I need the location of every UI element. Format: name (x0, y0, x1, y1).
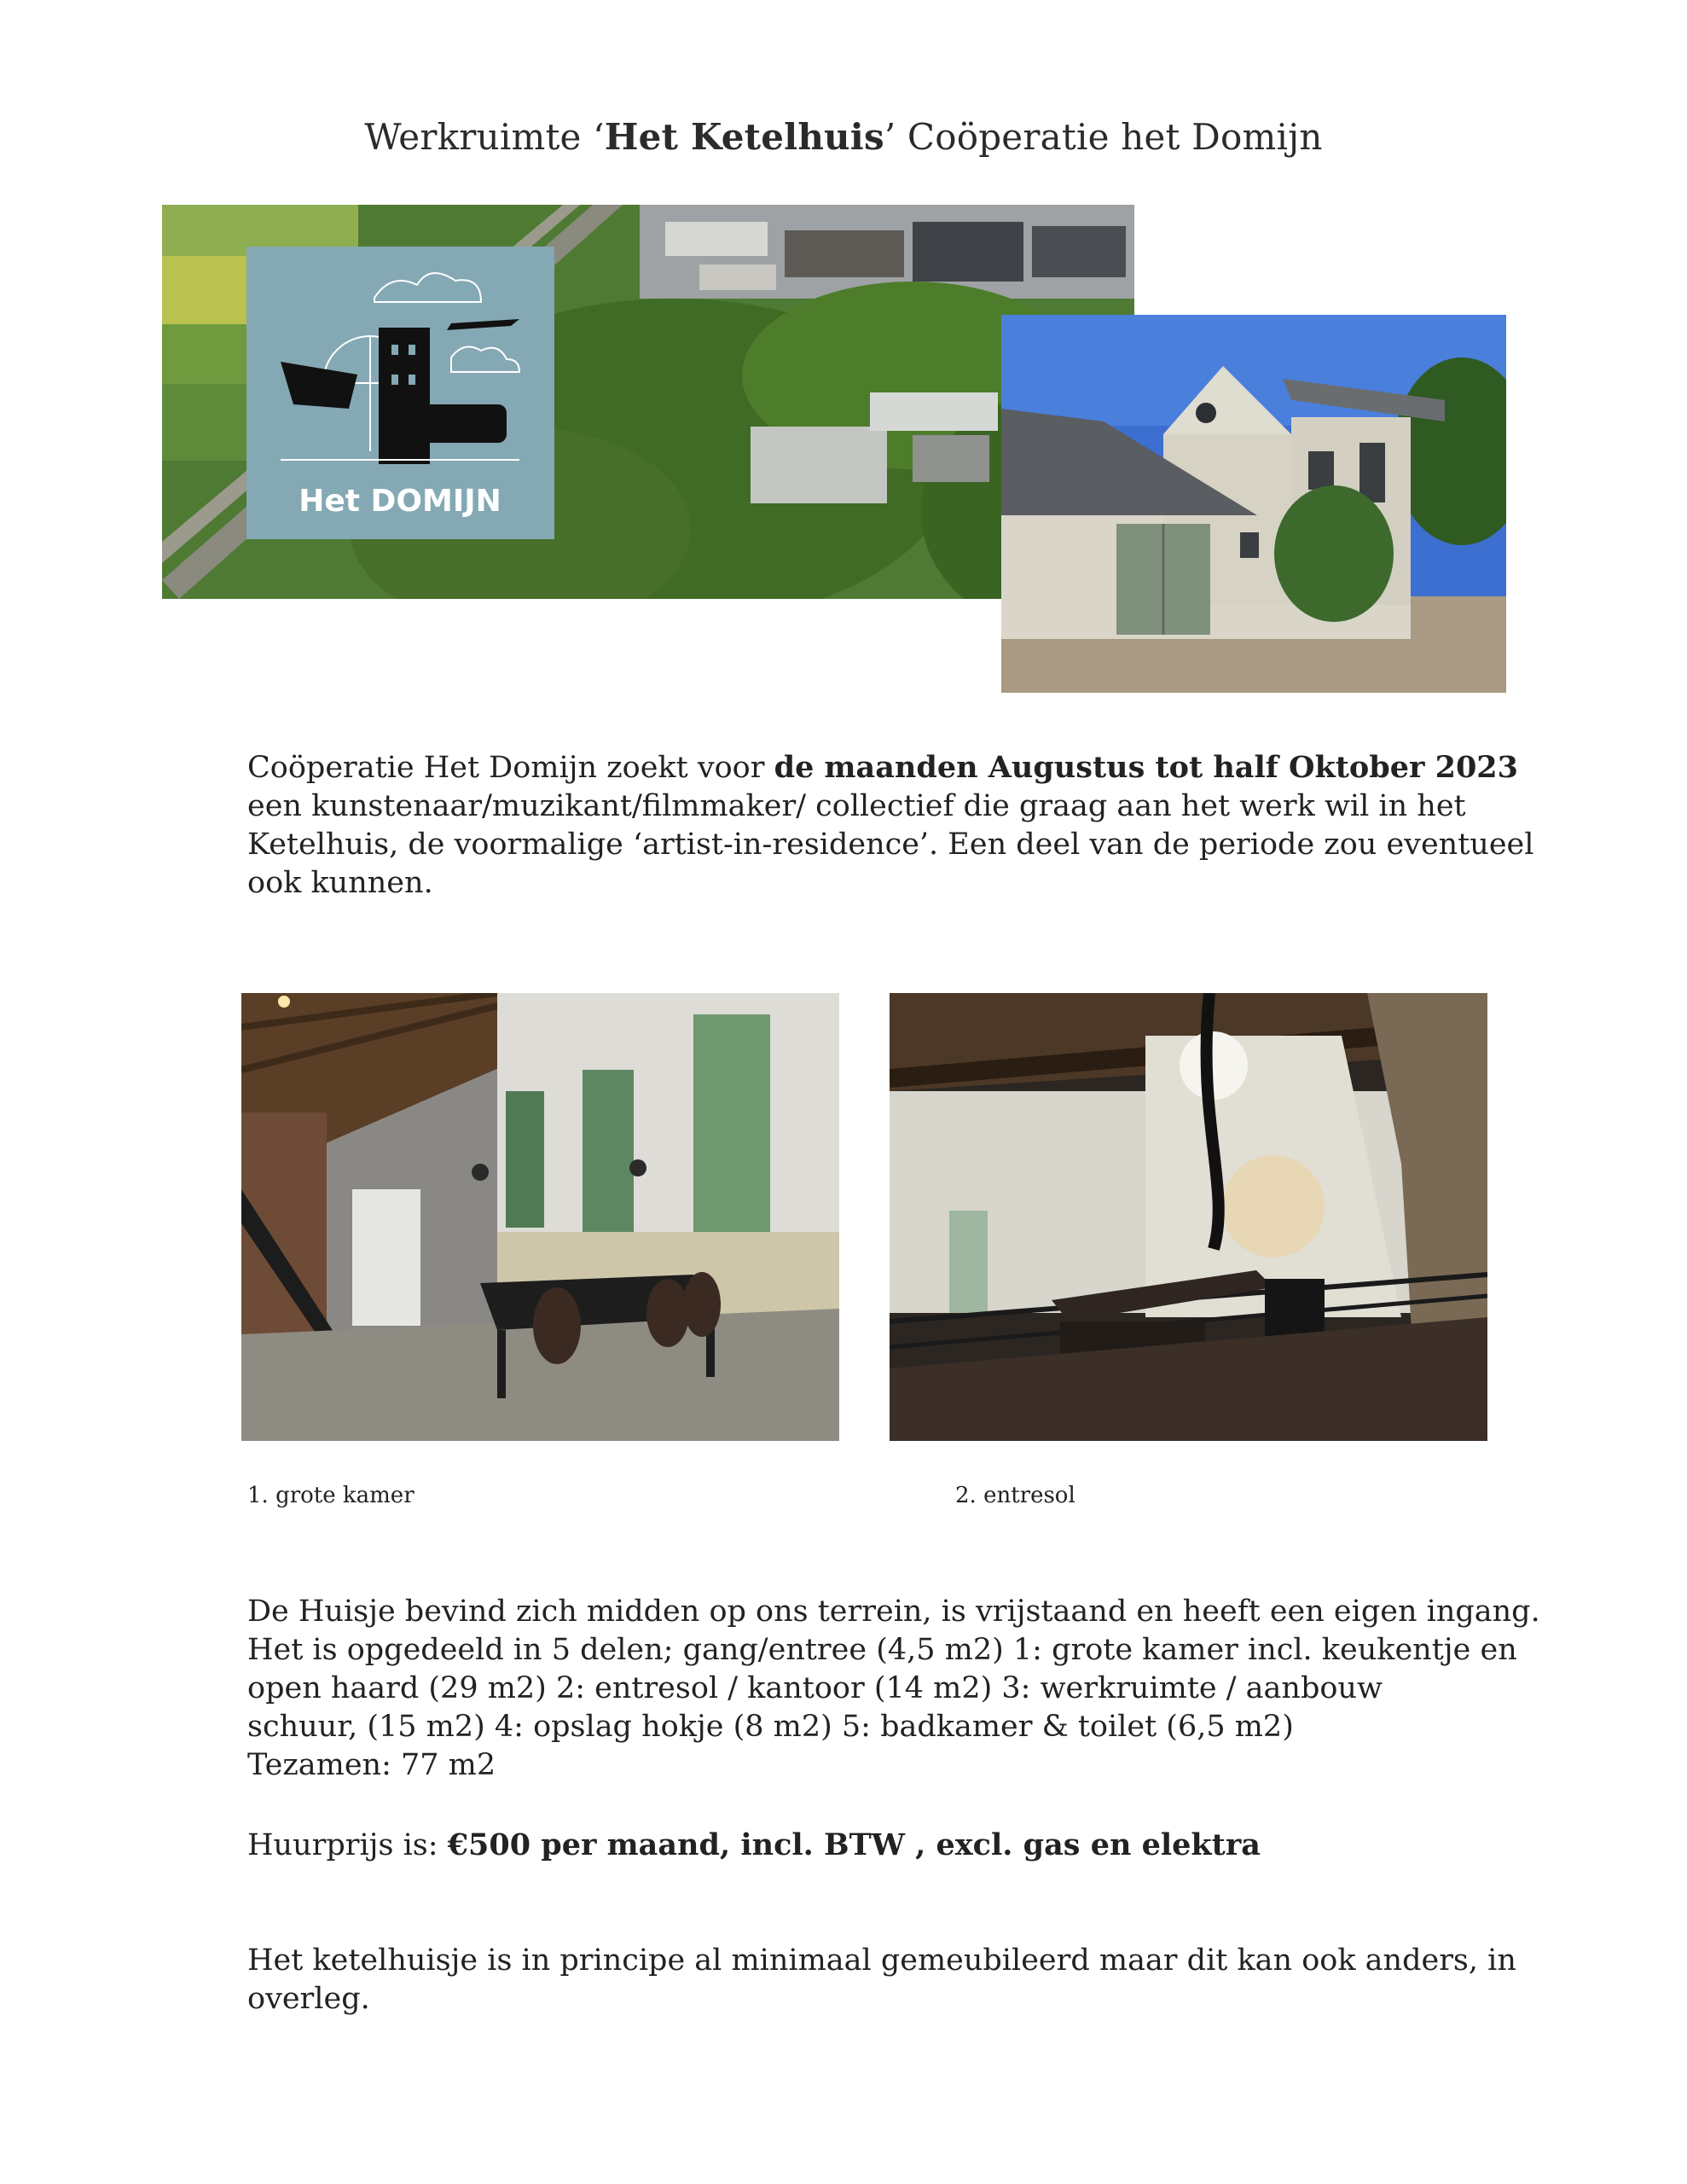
description-paragraph: De Huisje bevind zich midden op ons terrein, is vrijstaand en heeft een eigen ingang. Het is opgedeeld in 5 delen; gang/entree (4,5 m2) 1: grote kamer incl. keukentje en open haard (29 m2) 2: entresol / kantoor (14 m2) 3: werkruimte / aanbouw schuur, (15 m2) 4: opslag hokje (8 m2) 5: badkamer & toilet (6,5 m2) Tezamen: 77 m2 (247, 1594, 1540, 1782)
rental-price: Huurprijs is: €500 per maand, incl. BTW , excl. gas en elektra (247, 1827, 1261, 1862)
grote-kamer-photo (241, 993, 839, 1441)
ketelhuis-exterior-photo (1001, 315, 1506, 693)
entresol-photo (890, 993, 1487, 1441)
logo-wordmark: Het DOMIJN (299, 484, 501, 519)
intro-paragraph: Coöperatie Het Domijn zoekt voor de maanden Augustus tot half Oktober 2023 een kunstenaar/muzikant/filmmaker/ collectief die graag aan het werk wil in het Ketelhuis, de voormalige ‘artist-in-residence’. Een deel van de periode zou eventueel ook kunnen. (247, 750, 1534, 900)
photo-caption-grote-kamer: 1. grote kamer (247, 1483, 415, 1508)
furnishing-paragraph: Het ketelhuisje is in principe al minimaal gemeubileerd maar dit kan ook anders, in overleg. (247, 1943, 1516, 2016)
domijn-logo (246, 247, 554, 539)
photo-caption-entresol: 2. entresol (955, 1483, 1075, 1508)
page-title: Werkruimte ‘Het Ketelhuis’ Coöperatie het Domijn (364, 116, 1323, 158)
